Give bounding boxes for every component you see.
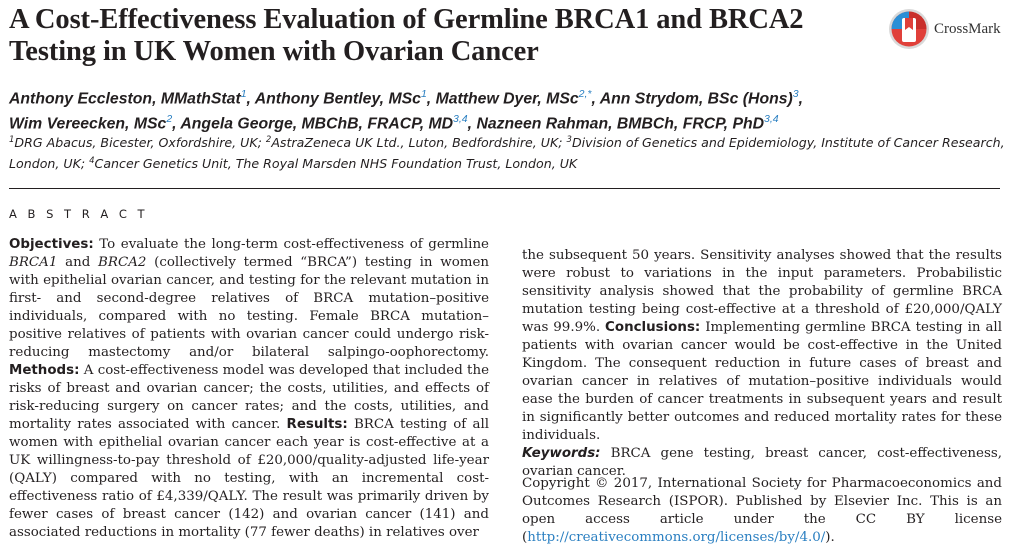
methods-label: Methods: (9, 363, 80, 378)
author[interactable]: Wim Vereecken, MSc (9, 115, 167, 133)
copyright-notice: Copyright © 2017, International Society for Pharmacoeconomics and Outcomes Research (ISPOR). Published by Elsevier Inc. This is an open access article under the CC BY license (http://creativecommons.org/licenses/by/4.0/). (522, 476, 1002, 545)
author-affil-sup[interactable]: 3,4 (764, 113, 779, 126)
affiliations: $^1$DRG Abacus, Bicester, Oxfordshire, UK; $^2$AstraZeneca UK Ltd., Luton, Bedfordshire, UK; $^3$Division of Genetics and Epidemiology, Institute of Cancer Research, London, UK; $^4$Cancer Genetics Unit, The Royal Marsden NHS Foundation Trust, London, UK (9, 135, 1005, 172)
license-link[interactable]: http://creativecommons.org/licenses/by/4.0/ (527, 530, 826, 545)
author[interactable]: Angela George, MBChB, FRACP, MD (180, 115, 454, 133)
author-affil-sup[interactable]: 3 (792, 88, 799, 100)
affiliation: DRG Abacus, Bicester, Oxfordshire, UK; (14, 135, 266, 151)
crossmark-icon (888, 8, 930, 50)
results-label: Results: (286, 417, 348, 432)
abstract-column-right: the subsequent 50 years. Sensitivity analyses showed that the results were robust to variations in the input parameters. Probabilistic sensitivity analysis showed that the probability of germline BRCA mutation testing being cost-effective at a threshold of £20,000/QALY was 99.9%. Conclusions: Implementing germline BRCA testing in all patients with ovarian cancer would be cost-effective in the United Kingdom. The consequent reduction in future cases of breast and ovarian cancer in relatives of mutation–positive individuals would ease the burden of cancer treatments in subsequent years and result in significantly better outcomes and reduced mortality rates for these individuals. Keywords: BRCA gene testing, breast cancer, cost-effectiveness, ovarian cancer. (522, 248, 1002, 479)
author-affil-sup[interactable]: 3,4 (453, 113, 468, 126)
abstract-column-left: Objectives: To evaluate the long-term cost-effectiveness of germline BRCA1 and BRCA2 (collectively termed “BRCA”) testing in women with epithelial ovarian cancer, and testing for the relevant mutation in first- and second-degree relatives of BRCA mutation–positive individuals, compared with no testing. Female BRCA mutation–positive relatives of patients with ovarian cancer could undergo risk-reducing mastectomy and/or bilateral salpingo-oophorectomy. Methods: A cost-effectiveness model was developed that included the risks of breast and ovarian cancer; the costs, utilities, and effects of risk-reducing surgery on cancer rates; and the costs, utilities, and mortality rates associated with cancer. Results: BRCA testing of all women with epithelial ovarian cancer each year is cost-effective at a UK willingness-to-pay threshold of £20,000/quality-adjusted life-year (QALY) compared with no testing, with an incremental cost-effectiveness ratio of £4,339/QALY. The result was primarily driven by fewer cases of breast cancer (142) and ovarian cancer (141) and associated reductions in mortality (77 fewer deaths) in relatives over (9, 237, 490, 540)
author-affil-sup[interactable]: 2 (166, 113, 173, 126)
affiliation: AstraZeneca UK Ltd., Luton, Bedfordshire, UK; (271, 135, 567, 151)
author[interactable]: Ann Strydom, BSc (Hons) (599, 90, 793, 108)
author-affil-sup[interactable]: 1 (420, 88, 427, 100)
conclusions-label: Conclusions: (605, 320, 701, 335)
keywords: BRCA gene testing, breast cancer, cost-effectiveness, ovarian cancer. (522, 446, 1002, 479)
affiliation: Cancer Genetics Unit, The Royal Marsden NHS Foundation Trust, London, UK (94, 156, 578, 172)
abstract-heading: A B S T R A C T (9, 207, 149, 221)
article-title: A Cost-Effectiveness Evaluation of Germline BRCA1 and BRCA2 Testing in UK Women with Ovarian Cancer (9, 4, 804, 67)
keywords-label: Keywords: (522, 446, 601, 461)
crossmark-label: CrossMark (934, 20, 1001, 37)
header-divider (9, 188, 1000, 189)
crossmark-badge[interactable] (888, 7, 1020, 51)
author[interactable]: Anthony Eccleston, MMathStat (9, 90, 241, 108)
affiliation: Division of Genetics and Epidemiology, Institute of Cancer Research, London, UK; (9, 135, 1005, 172)
author[interactable]: Anthony Bentley, MSc (254, 90, 421, 108)
author-affil-sup[interactable]: 2,* (578, 88, 592, 100)
author[interactable]: Matthew Dyer, MSc (435, 90, 579, 108)
objectives-label: Objectives: (9, 237, 94, 252)
author[interactable]: Nazneen Rahman, BMBCh, FRCP, PhD (476, 115, 765, 133)
author-list: Anthony Eccleston, MMathStat$^1$, Anthony Bentley, MSc$^1$, Matthew Dyer, MSc$^{2,*}$, Ann Strydom, BSc (Hons)$^3$, Wim Vereecken, MSc$^2$, Angela George, MBChB, FRACP, MD$^{3,4}$, Nazneen Rahman, BMBCh, FRCP, PhD$^{3,4}$ (9, 88, 804, 133)
author-affil-sup[interactable]: 1 (240, 88, 247, 100)
